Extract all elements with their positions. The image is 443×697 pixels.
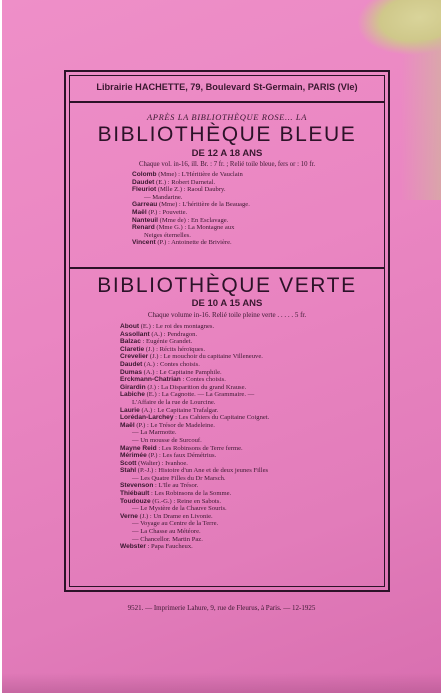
entry-author: Daudet	[120, 360, 143, 368]
entry-text: (J.) : La Disparition du grand Krause.	[147, 383, 247, 391]
entry-author: Scott	[120, 459, 137, 467]
entry-text: (P.) : Les faux Démétrius.	[148, 452, 217, 460]
catalogue-entry	[120, 498, 269, 506]
entry-author: Fleuriot	[132, 186, 157, 194]
divider	[69, 101, 385, 103]
entry-text: : Papa Faucheux.	[147, 543, 193, 551]
entry-text: (A.) : Contes choisis.	[144, 360, 200, 368]
catalogue-entry	[132, 186, 250, 194]
catalogue-entry	[120, 528, 269, 536]
publisher-heading: Librairie HACHETTE, 79, Boulevard St-Germain, PARIS (VIe)	[96, 82, 358, 92]
entry-text: — La Marmotte.	[132, 429, 177, 437]
entry-text: (A.) : Le Capitaine Trafalgar.	[141, 406, 219, 414]
entry-author: Stahl	[120, 467, 137, 475]
catalogue-entry	[120, 338, 269, 346]
bleue-intro: APRÈS LA BIBLIOTHÈQUE ROSE... LA	[147, 112, 307, 122]
entry-author: Mérimée	[120, 452, 147, 460]
catalogue-entry	[132, 201, 250, 209]
catalogue-entry	[120, 346, 269, 354]
entry-text: — Les Quatre Filles du Dr Marsch.	[132, 474, 226, 482]
verte-age-range: DE 10 A 15 ANS	[191, 298, 263, 309]
entry-author: Nanteuil	[132, 216, 159, 224]
entry-author: About	[120, 323, 140, 330]
entry-author: Crevelier	[120, 353, 149, 361]
entry-text: : Les Cahiers du Capitaine Coignet.	[175, 414, 270, 422]
entry-author: Vincent	[132, 239, 156, 247]
catalogue-entry	[120, 369, 269, 377]
entry-author: Daudet	[132, 178, 155, 186]
paper-stain	[401, 40, 441, 200]
catalogue-entry	[120, 422, 269, 430]
verte-title: BIBLIOTHÈQUE VERTE	[97, 274, 357, 297]
entry-text: (G.-G.) : Reine en Sabots.	[152, 497, 221, 505]
divider	[69, 267, 385, 269]
entry-text: — Mandarine.	[144, 193, 183, 201]
entry-author: Toudouze	[120, 497, 151, 505]
entry-text: (Walter) : Ivanhoe.	[138, 459, 188, 467]
catalogue-entry	[132, 179, 250, 187]
entry-author: Labiche	[120, 391, 145, 399]
catalogue-entry	[120, 391, 269, 399]
entry-text: — La Chasse au Météore.	[132, 528, 201, 536]
catalogue-entry	[120, 475, 269, 483]
catalogue-entry	[120, 429, 269, 437]
entry-author: Colomb	[132, 171, 157, 178]
entry-author: Dumas	[120, 368, 142, 376]
entry-author: Erckmann-Chatrian	[120, 376, 181, 384]
bleue-price-line: Chaque vol. in-16, ill. Br. : 7 fr. ; Relié toile bleue, fers or : 10 fr.	[138, 161, 316, 168]
entry-author: Maël	[120, 421, 135, 429]
entry-text: (Mme G.) : La Montagne aux	[156, 224, 235, 232]
catalogue-entry	[120, 331, 269, 339]
entry-author: Claretie	[120, 345, 145, 353]
catalogue-entry	[120, 407, 269, 415]
entry-text: : Contes choisis.	[182, 376, 226, 384]
catalogue-entry	[120, 452, 269, 460]
catalogue-entry	[120, 399, 269, 407]
entry-text: (P.) : Antoinette de Brivière.	[157, 239, 232, 247]
entry-author: Lorédan-Larchey	[120, 414, 174, 422]
entry-text: (E.) : Robert Darnetal.	[156, 178, 216, 186]
entry-text: (J.) : Récits héroïques.	[145, 345, 206, 353]
entry-author: Girardin	[120, 383, 146, 391]
entry-text: — Chancellor. Martin Paz.	[132, 535, 203, 543]
verte-price-line: Chaque volume in-16. Relié toile pleine verte . . . . . 5 fr.	[147, 311, 307, 319]
paper-stain	[2, 673, 441, 693]
entry-text: (P.) : Pouvette.	[148, 208, 188, 216]
entry-author: Stevenson	[120, 482, 154, 490]
entry-text: (Mme) : L'Héritière de Vauclain	[158, 171, 243, 178]
entry-text: — Un mousse de Surcouf.	[132, 436, 202, 444]
entry-text: (Mme) : L'héritière de la Beauage.	[158, 201, 250, 209]
entry-text: : Les Robinsons de la Somme.	[150, 490, 232, 498]
entry-text: (P.-J.) : Histoire d'un Ane et de deux jeunes Filles	[137, 467, 269, 475]
entry-text: (J.) : Un Drame en Livonie.	[139, 512, 213, 520]
bleue-title: BIBLIOTHÈQUE BLEUE	[97, 123, 357, 146]
entry-text: L'Affaire de la rue de Lourcine.	[132, 398, 216, 406]
catalogue-entry	[120, 467, 269, 475]
entry-author: Garreau	[132, 201, 158, 209]
catalogue-entry	[132, 171, 250, 179]
catalogue-entry	[120, 482, 269, 490]
entry-text: : Eugénie Grandet.	[142, 338, 193, 346]
entry-author: Webster	[120, 543, 146, 551]
catalogue-entry	[120, 543, 269, 551]
entry-text: — Voyage au Centre de la Terre.	[132, 520, 219, 528]
catalogue-entry	[120, 384, 269, 392]
printer-footer: 9521. — Imprimerie Lahure, 9, rue de Fleurus, à Paris. — 12-1925	[127, 604, 316, 612]
entry-text: (A.) : Pendragon.	[151, 330, 198, 338]
catalogue-frame	[64, 70, 390, 592]
catalogue-entry	[120, 353, 269, 361]
entry-text: (E.) : La Cagnotte. — La Grammaire. —	[146, 391, 255, 399]
entry-text: (Mme de) : En Esclavage.	[159, 216, 229, 224]
entry-text: (J.) : Le mouchoir du capitaine Villeneuve.	[149, 353, 263, 361]
catalogue-entry	[132, 209, 250, 217]
entry-author: Renard	[132, 224, 155, 232]
entry-text: : L'Ile au Trésor.	[155, 482, 199, 490]
entry-text: — Le Mystère de la Chauve Souris.	[132, 505, 227, 513]
catalogue-entry	[120, 490, 269, 498]
catalogue-entry	[132, 217, 250, 225]
bleue-title-list	[132, 171, 250, 247]
catalogue-entry	[132, 232, 250, 240]
catalogue-entry	[120, 513, 269, 521]
catalogue-entry	[120, 505, 269, 513]
catalogue-entry	[120, 414, 269, 422]
catalogue-entry	[120, 520, 269, 528]
entry-author: Balzac	[120, 338, 141, 346]
verte-title-list	[120, 323, 269, 551]
entry-author: Thiébault	[120, 490, 150, 498]
catalogue-entry	[132, 194, 250, 202]
catalogue-entry	[120, 445, 269, 453]
entry-author: Laurie	[120, 406, 140, 414]
catalogue-entry	[132, 224, 250, 232]
bleue-age-range: DE 12 A 18 ANS	[191, 148, 263, 159]
catalogue-entry	[120, 323, 269, 331]
entry-text: : Les Robinsons de Terre ferme.	[158, 444, 243, 452]
catalogue-entry	[120, 437, 269, 445]
entry-author: Assollant	[120, 330, 150, 338]
catalogue-entry	[120, 460, 269, 468]
entry-text: Neiges éternelles.	[144, 231, 191, 239]
catalogue-entry	[120, 361, 269, 369]
entry-text: (P.) : Le Trésor de Madeleine.	[136, 421, 215, 429]
entry-text: (E.) : Le roi des montagnes.	[140, 323, 215, 330]
entry-author: Mayne Reid	[120, 444, 157, 452]
catalogue-entry	[120, 376, 269, 384]
catalogue-entry	[132, 239, 250, 247]
entry-author: Verne	[120, 512, 138, 520]
entry-text: (Mlle Z.) : Raoul Daubry.	[157, 186, 226, 194]
entry-text: (A.) : Le Capitaine Pamphile.	[143, 368, 222, 376]
catalogue-entry	[120, 536, 269, 544]
entry-author: Maël	[132, 208, 147, 216]
